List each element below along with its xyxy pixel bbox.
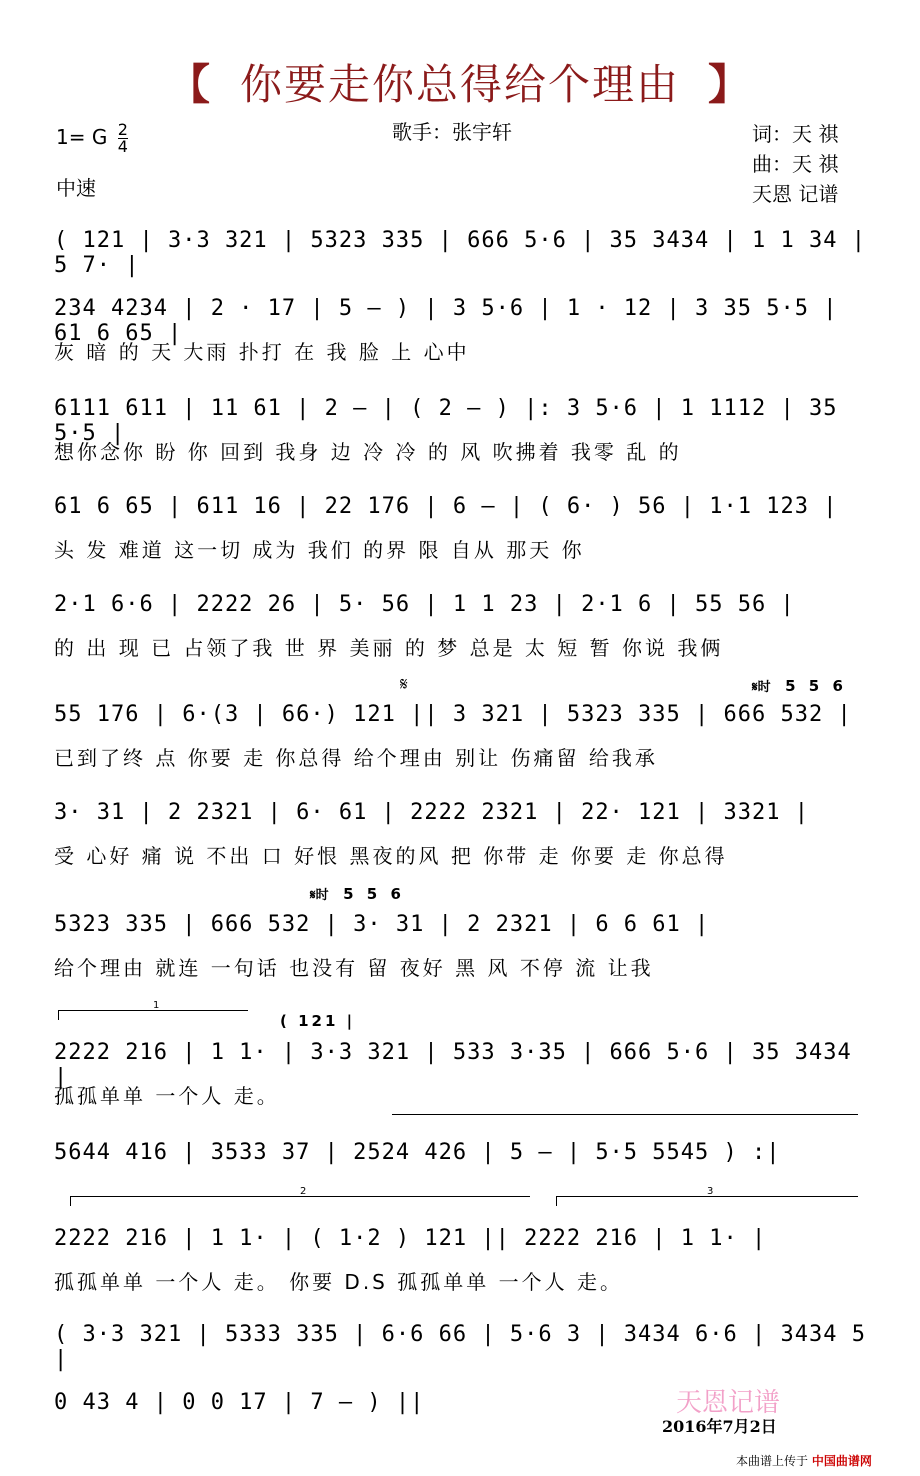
segno-time-1 [752,676,847,695]
volta-bracket-1 [58,1000,248,1011]
lyrics-line: 的 出 现 已 占领了我 世 界 美丽 的 梦 总是 太 短 暂 你说 我俩 [54,636,724,660]
segno-notes-1: 5 5 6 [785,677,847,695]
notation-line: ( 121 | 3·3 321 | 5323 335 | 666 5·6 | 35 3434 | 1 1 34 | 5 7· | [54,228,866,278]
lyrics-line: 孤孤单单 一个人 走。 你要 D.S 孤孤单单 一个人 走。 [54,1270,623,1294]
transcriber-stamp: 天恩记谱 [676,1388,781,1418]
song-title: 你要走你总得给个理由 [239,60,680,109]
notation-line: 3· 31 | 2 2321 | 6· 61 | 2222 2321 | 22· 121 | 3321 | [54,800,809,825]
volta-bracket-2 [70,1186,530,1197]
tempo: 中速 [56,176,96,200]
lyrics-line: 头 发 难道 这一切 成为 我们 的界 限 自从 那天 你 [54,538,585,562]
segno-time-2 [310,884,405,903]
volta-number-1: 1 [153,1000,160,1011]
bracket-left: 【 [167,60,212,109]
notation-line: 55 176 | 6·(3 | 66·) 121 || 3 321 | 5323 335 | 666 532 | [54,702,852,727]
time-sig-top: 2 [117,120,128,139]
key-signature [56,122,128,155]
lyrics-line: 受 心好 痛 说 不出 口 好恨 黑夜的风 把 你带 走 你要 走 你总得 [54,844,728,868]
time-sig-bottom: 4 [117,137,128,156]
lyrics-line: 灰 暗 的 天 大雨 扑打 在 我 脸 上 心中 [54,340,470,364]
bracket-right: 】 [708,60,753,109]
footer-text: 本曲谱上传于 [736,1454,809,1468]
segno-time-label-1: 𝄋时 [752,680,771,695]
date: 2016年7月2日 [662,1417,777,1436]
lyrics-line: 想你念你 盼 你 回到 我身 边 冷 冷 的 风 吹拂着 我零 乱 的 [54,440,682,464]
singer: 歌手：张宇轩 [392,120,512,144]
lyrics-line: 孤孤单单 一个人 走。 [54,1084,280,1108]
repeat-bracket-line [392,1114,858,1115]
score-row [54,912,866,992]
lyricist: 词：天 祺 [752,122,839,146]
notation-line: 0 43 4 | 0 0 17 | 7 – ) || [54,1390,425,1415]
pickup-notes: ( 121 | [280,1012,356,1030]
segno-notes-2: 5 5 6 [343,885,405,903]
score-row [54,800,866,880]
volta-bracket-3 [556,1186,858,1197]
notation-line: 5644 416 | 3533 37 | 2524 426 | 5 – | 5·5 5545 ) :| [54,1140,781,1165]
volta-number-3: 3 [707,1186,714,1197]
notation-line: 61 6 65 | 611 16 | 22 176 | 6 – | ( 6· ) 56 | 1·1 123 | [54,494,838,519]
score-row [54,494,866,574]
footer-site[interactable]: 中国曲谱网 [811,1454,872,1468]
score-row [54,702,866,782]
volta-number-2: 2 [300,1186,307,1197]
segno-mark: 𝄋 [400,674,408,695]
score-row [54,1140,866,1220]
segno-time-label-2: 𝄋时 [310,888,329,903]
key: 1= G [56,125,108,149]
score-row [54,1040,866,1120]
notation-line: 234 4234 | 2 · 17 | 5 – ) | 3 5·6 | 1 · 12 | 3 35 5·5 | 61 6 65 | [54,296,838,346]
notation-line: 2222 216 | 1 1· | ( 1·2 ) 121 || 2222 216 | 1 1· | [54,1226,767,1251]
time-signature [118,122,128,155]
score-row [54,1226,866,1306]
score-row [54,296,866,376]
score-row [54,592,866,672]
footer [736,1452,872,1469]
lyrics-line: 已到了终 点 你要 走 你总得 给个理由 别让 伤痛留 给我承 [54,746,658,770]
score-row [54,396,866,476]
transcriber: 天恩 记谱 [752,182,839,206]
song-title-line [0,52,920,112]
lyrics-line: 给个理由 就连 一句话 也没有 留 夜好 黑 风 不停 流 让我 [54,956,654,980]
composer: 曲：天 祺 [752,152,839,176]
notation-line: 2222 216 | 1 1· | 3·3 321 | 533 3·35 | 666 5·6 | 35 3434 | [54,1040,852,1090]
notation-line: ( 3·3 321 | 5333 335 | 6·6 66 | 5·6 3 | 3434 6·6 | 3434 5 | [54,1322,866,1372]
notation-line: 5323 335 | 666 532 | 3· 31 | 2 2321 | 6 6 61 | [54,912,710,937]
notation-line: 6111 611 | 11 61 | 2 – | ( 2 – ) |: 3 5·6 | 1 1112 | 35 5·5 | [54,396,838,446]
notation-line: 2·1 6·6 | 2222 26 | 5· 56 | 1 1 23 | 2·1 6 | 55 56 | [54,592,795,617]
